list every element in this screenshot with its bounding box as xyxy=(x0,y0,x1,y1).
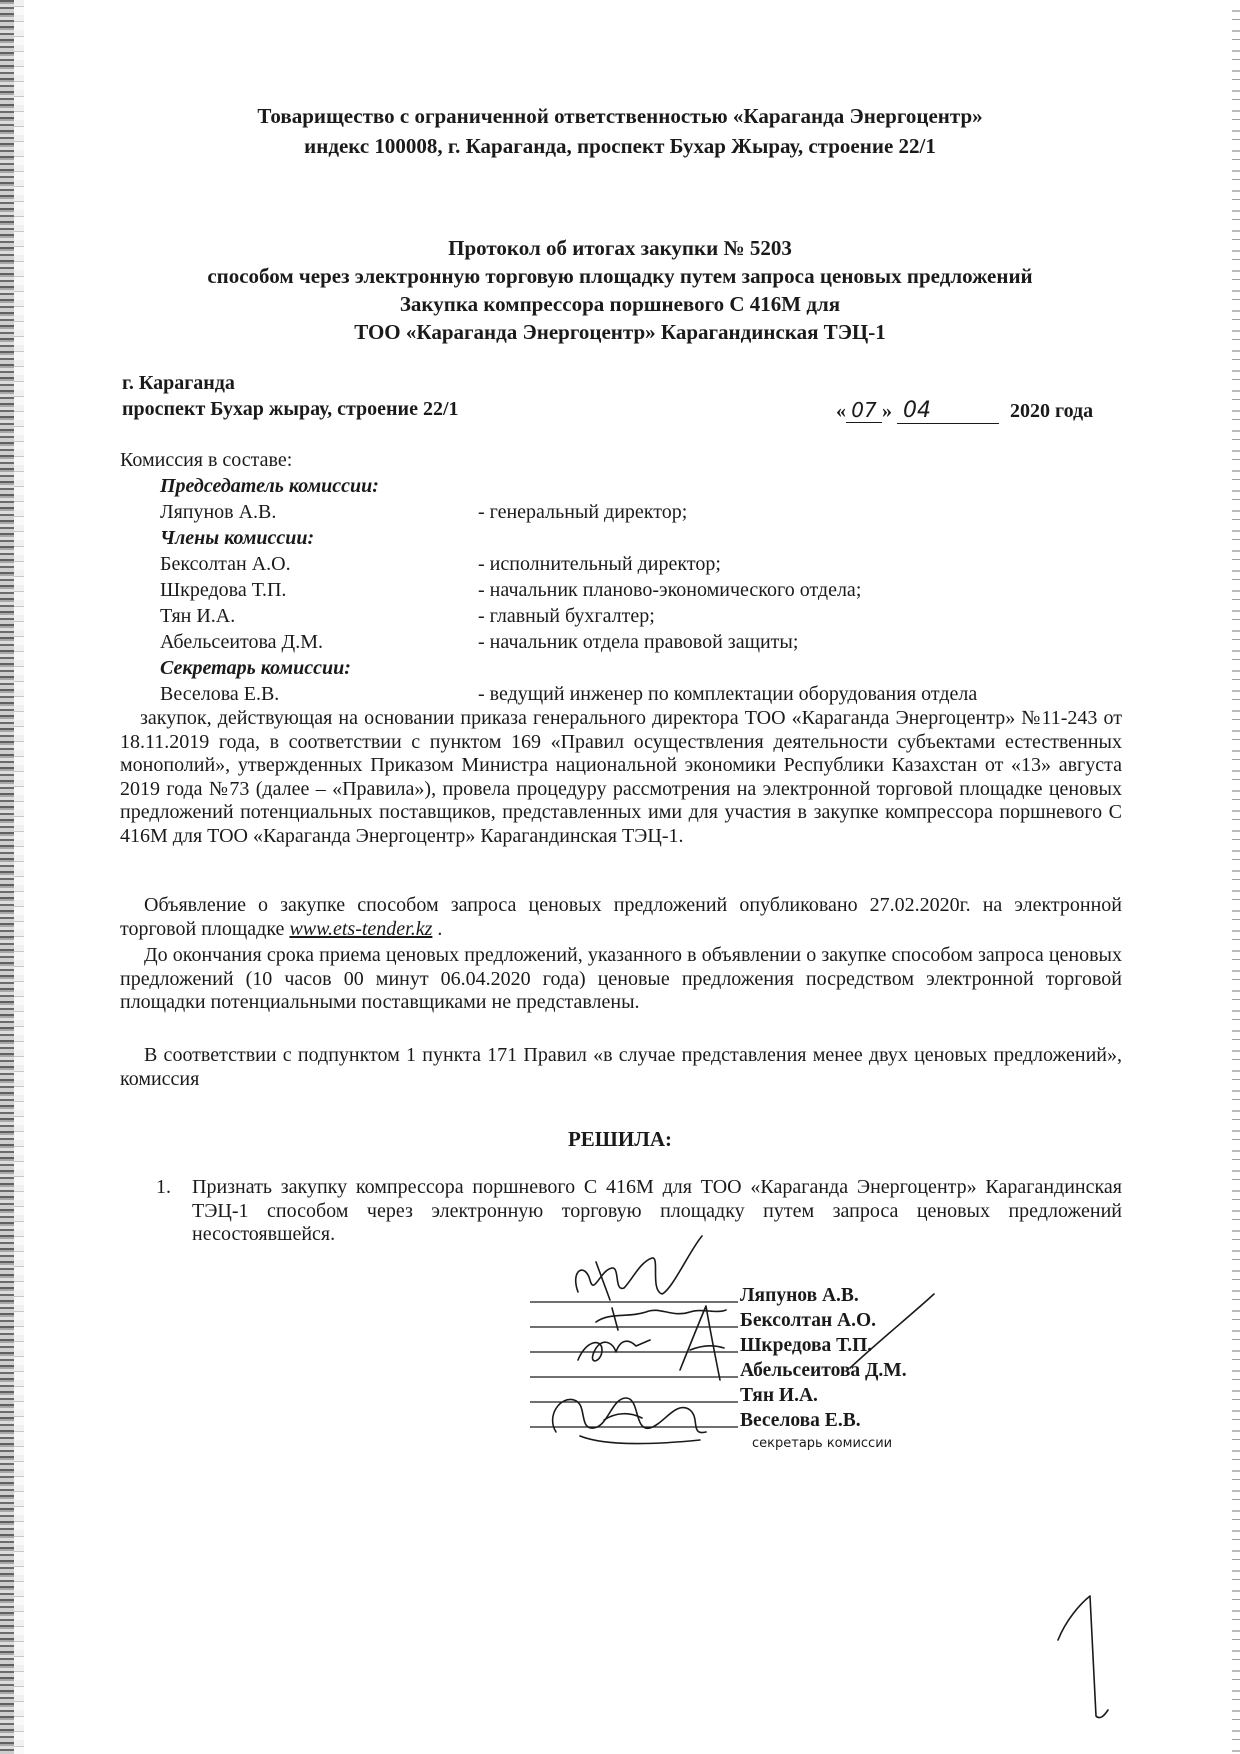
member-role: - главный бухгалтер; xyxy=(478,605,655,627)
protocol-date xyxy=(836,398,1093,424)
signatory-name: Бексолтан А.О. xyxy=(740,1310,877,1331)
secretary-caption: секретарь комиссии xyxy=(752,1436,893,1451)
date-open-quote: « xyxy=(836,400,846,422)
address: проспект Бухар жырау, строение 22/1 xyxy=(122,398,459,420)
member-name: Бексолтан А.О. xyxy=(160,553,291,575)
paragraph-rule: В соответствии с подпунктом 1 пункта 171 Правил «в случае представления менее двух ценовых предложений», комиссия xyxy=(120,1044,1122,1090)
protocol-customer: ТОО «Караганда Энергоцентр» Карагандинская ТЭЦ-1 xyxy=(354,320,886,344)
date-day: 07 xyxy=(846,398,882,423)
paragraph-deadline: До окончания срока приема ценовых предложений, указанного в объявлении о закупке способом запроса ценовых предложений (10 часов 00 минут 06.04.2020 года) ценовые предложения посредством электронной торговой площадки потенциальными поставщиками не представлены. xyxy=(120,944,1122,1013)
members-heading: Члены комиссии: xyxy=(160,527,315,549)
protocol-subject: Закупка компрессора поршневого С 416М для xyxy=(399,292,841,316)
chair-name: Ляпунов А.В. xyxy=(160,501,277,523)
ets-tender-link[interactable]: www.ets-tender.kz xyxy=(289,917,433,940)
signatory-name: Ляпунов А.В. xyxy=(740,1285,859,1306)
signatory-name: Абельсеитова Д.М. xyxy=(740,1360,907,1381)
decision-item-number: 1. xyxy=(156,1176,171,1198)
protocol-subtitle: способом через электронную торговую площадку путем запроса ценовых предложений xyxy=(207,264,1033,288)
member-role: - исполнительный директор; xyxy=(478,553,721,575)
signatory-name: Шкредова Т.П. xyxy=(740,1335,873,1356)
member-role: - начальник планово-экономического отдела; xyxy=(478,579,862,601)
decision-item-text: Признать закупку компрессора поршневого С 416М для ТОО «Караганда Энергоцентр» Карагандинская ТЭЦ-1 способом через электронную торговую площадку путем запроса ценовых предложений несостоявшейся. xyxy=(192,1176,1122,1245)
org-name: Товарищество с ограниченной ответственностью «Караганда Энергоцентр» xyxy=(257,104,983,128)
member-name: Шкредова Т.П. xyxy=(160,579,287,601)
member-name: Тян И.А. xyxy=(160,605,236,627)
secretary-heading: Секретарь комиссии: xyxy=(160,657,351,679)
org-address: индекс 100008, г. Караганда, проспект Бухар Жырау, строение 22/1 xyxy=(304,134,936,158)
member-name: Абельсеитова Д.М. xyxy=(160,631,323,653)
member-role: - начальник отдела правовой защиты; xyxy=(478,631,799,653)
signatory-name: Веселова Е.В. xyxy=(740,1410,861,1431)
paragraph-basis: закупок, действующая на основании приказа генерального директора ТОО «Караганда Энергоцентр» №11-243 от 18.11.2019 года, в соответствии с пунктом 169 «Правил осуществления деятельности субъектами естественных монополий», утвержденных Приказом Министра национальной экономики Республики Казахстан от «13» августа 2019 года №73 (далее – «Правила»), провела процедуру рассмотрения на электронной торговой площадке ценовых предложений потенциальных поставщиков, представленных ими для участия в закупке компрессора поршневого С 416М для ТОО «Караганда Энергоцентр» Карагандинская ТЭЦ-1. xyxy=(120,707,1122,847)
paragraph-announcement xyxy=(120,894,1122,941)
chair-role: - генеральный директор; xyxy=(478,501,688,523)
protocol-title: Протокол об итогах закупки № 5203 xyxy=(448,236,792,260)
commission-intro: Комиссия в составе: xyxy=(120,449,293,471)
date-year: 2020 года xyxy=(1010,400,1094,422)
signatory-name: Тян И.А. xyxy=(740,1385,818,1406)
announcement-text: Объявление о закупке способом запроса ценовых предложений опубликовано 27.02.2020г. на электронной торговой площадке xyxy=(120,894,1122,940)
secretary-role: - ведущий инженер по комплектации оборудования отдела xyxy=(478,683,978,705)
chair-heading: Председатель комиссии: xyxy=(160,475,379,497)
date-close-quote: » xyxy=(882,400,892,422)
city: г. Караганда xyxy=(122,372,235,394)
decision-heading: РЕШИЛА: xyxy=(567,1127,673,1151)
date-month: 04 xyxy=(897,398,999,424)
announcement-end: . xyxy=(432,917,443,940)
secretary-name: Веселова Е.В. xyxy=(160,683,280,705)
